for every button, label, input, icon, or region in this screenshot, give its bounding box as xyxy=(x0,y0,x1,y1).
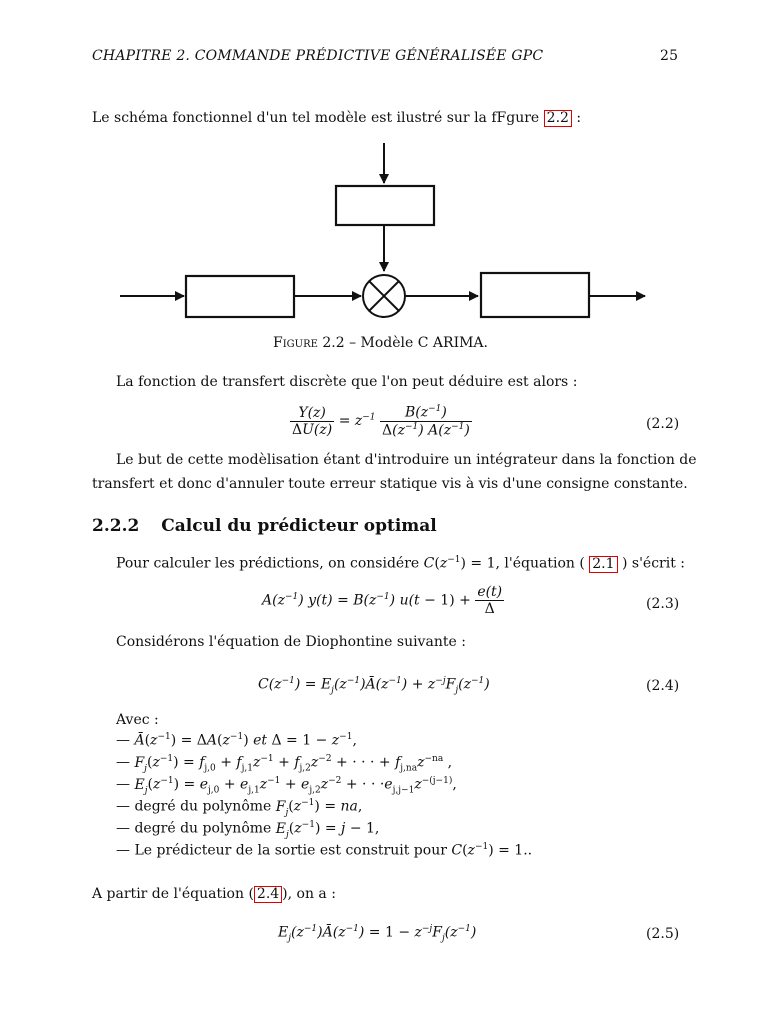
list-item: — $Ā(z^{-1}) = \Delta A(z^{-1})$ et $\Delta = 1 - z^{-1}$, xyxy=(116,732,357,749)
section-number: 2.2.2 xyxy=(92,516,140,536)
list-item: — degré du polynôme $E_j(z^{-1}) = j - 1$, xyxy=(116,820,380,840)
goal-paragraph-line2: transfert et donc d'annuler toute erreur statique vis à vis d'une consigne constante. xyxy=(92,476,688,492)
equation-number-2-5: (2.5) xyxy=(646,926,680,942)
calc-paragraph: Pour calculer les prédictions, on considére $C(z^{-1}) = 1$, l'équation ( 2.1 ) s'écrit : xyxy=(116,555,686,572)
equation-ref-link-2-1[interactable]: 2.1 xyxy=(589,556,617,573)
intro-paragraph: Le schéma fonctionnel d'un tel modèle est ilustré sur la fFgure 2.2 : xyxy=(92,110,582,126)
equation-number-2-2: (2.2) xyxy=(646,416,680,432)
chapter-header: CHAPITRE 2. COMMANDE PRÉDICTIVE GÉNÉRALISÉE GPC xyxy=(92,48,544,64)
equation-number-2-3: (2.3) xyxy=(646,596,680,612)
goal-paragraph-line1: Le but de cette modèlisation étant d'introduire un intégrateur dans la fonction de xyxy=(116,452,697,468)
equation-2-4: $C(z^{-1})$ = $E_j(z^{-1})Ā(z^{-1}) + z^{-j}F_j(z^{-1})$ xyxy=(258,676,490,696)
input-block xyxy=(186,276,294,317)
equation-ref-link-2-4[interactable]: 2.4 xyxy=(254,886,282,903)
list-item: — degré du polynôme $F_j(z^{-1})$ = na, xyxy=(116,798,363,818)
equation-number-2-4: (2.4) xyxy=(646,678,680,694)
section-heading xyxy=(92,516,437,536)
figure-caption: Figure 2.2 – Modèle C ARIMA. xyxy=(273,335,488,351)
diophantine-paragraph: Considérons l'équation de Diophontine suivante : xyxy=(116,634,466,650)
multiplier-node xyxy=(363,275,405,317)
equation-2-3: $A(z^{-1}) y(t) = B(z^{-1}) u(t - 1)$ + $\frac{e(t)}{\Delta}$ xyxy=(262,584,503,617)
page-number: 25 xyxy=(660,48,679,64)
avec-label: Avec : xyxy=(116,712,159,728)
equation-2-5: $E_j(z^{-1})Ā(z^{-1}) = 1 - z^{-j}F_j(z^{-1})$ xyxy=(278,924,477,944)
output-block xyxy=(481,273,589,317)
section-title: Calcul du prédicteur optimal xyxy=(161,516,437,536)
list-item: — $E_j(z^{-1}) = e_{j,0} + e_{j,1}z^{-1} + e_{j,2}z^{-2}$ + · · $\cdot e_{j,j-1}z^{-(j-1)}$, xyxy=(116,776,457,796)
list-item: — $F_j(z^{-1}) = f_{j,0} + f_{j,1}z^{-1} + f_{j,2}z^{-2}$ + · · · + $f_{j,na}z^{-na}$ , xyxy=(116,754,453,774)
apartir-paragraph: A partir de l'équation ( 2.4 ), on a : xyxy=(92,886,336,902)
figure-ref-link[interactable]: 2.2 xyxy=(544,110,572,127)
noise-block xyxy=(336,186,434,225)
transfer-paragraph: La fonction de transfert discrète que l'on peut déduire est alors : xyxy=(116,374,578,390)
list-item: — Le prédicteur de la sortie est construit pour $C(z^{-1}) = 1$.. xyxy=(116,842,533,859)
equation-2-2: $\frac{Y(z)}{\Delta U(z)}$ = $z^{-1}$ $\frac{B(z^{-1})}{\Delta(z^{-1}) A(z^{-1})}$ xyxy=(292,404,470,439)
